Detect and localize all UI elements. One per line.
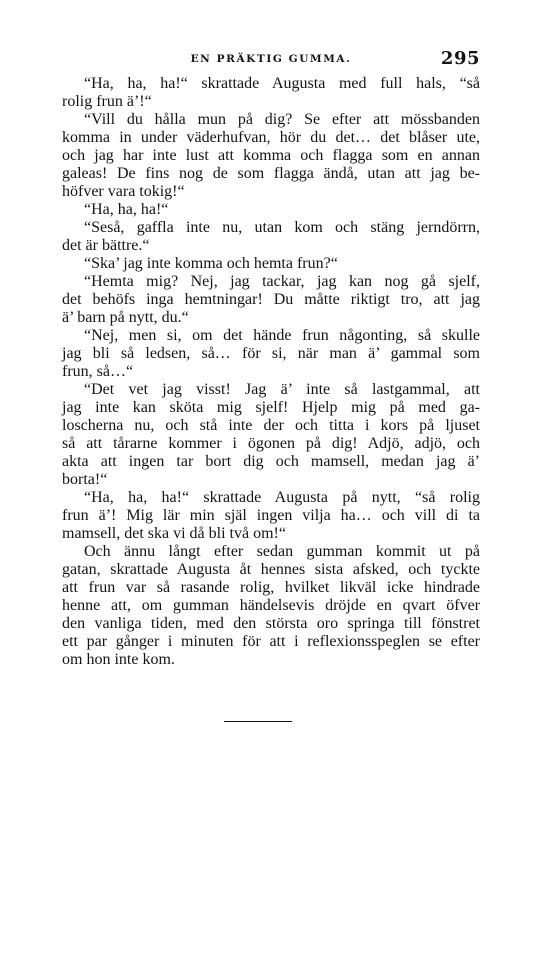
text-line: “Nej, men si, om det hände frun någonting, så skulle	[84, 327, 480, 344]
text-line: och jag har inte lust att komma och flagga som en annan	[62, 147, 480, 164]
text-line: gatan, skrattade Augusta åt hennes sista afsked, och tyckte	[62, 561, 480, 578]
text-line: komma in under väderhufvan, hör du det… det blåser ute,	[62, 129, 480, 146]
text-line: borta!“	[62, 471, 108, 488]
section-divider	[224, 721, 292, 722]
text-line: loscherna nu, och stå inte der och titta i kors på ljuset	[62, 417, 480, 434]
text-line: den vanliga tiden, med den största oro springa till fönstret	[62, 615, 480, 632]
text-line: “Det vet jag visst! Jag ä’ inte så lastgammal, att	[84, 381, 480, 398]
page-number: 295	[440, 48, 480, 69]
text-line: jag bli så ledsen, så… för si, när man ä’ gammal som	[62, 345, 480, 362]
text-line: “Vill du hålla mun på dig? Se efter att mössbanden	[84, 111, 480, 128]
text-line: akta att ingen tar bort dig och mamsell, medan jag ä’	[62, 453, 480, 470]
text-line: “Ska’ jag inte komma och hemta frun?“	[84, 255, 338, 272]
text-line: ä’ barn på nytt, du.“	[62, 309, 189, 326]
text-line: det behöfs inga hemtningar! Du måtte riktigt tro, att jag	[62, 291, 480, 308]
running-header	[62, 48, 480, 72]
text-line: frun ä’! Mig lär min själ ingen vilja ha… och vill di ta	[62, 507, 480, 524]
header-title: EN PRÄKTIG GUMMA.	[190, 53, 352, 65]
text-line: höfver vara tokig!“	[62, 183, 185, 200]
text-line: så att tårarne kommer i ögonen på dig! Adjö, adjö, och	[62, 435, 480, 452]
text-line: “Ha, ha, ha!“ skrattade Augusta på nytt, “så rolig	[84, 489, 480, 506]
text-line: “Ha, ha, ha!“ skrattade Augusta med full hals, “så	[84, 75, 480, 92]
text-line: henne att, om gumman händelsevis dröjde en qvart öfver	[62, 597, 480, 614]
body-text	[62, 75, 480, 669]
text-line: “Hemta mig? Nej, jag tackar, jag kan nog gå sjelf,	[84, 273, 480, 290]
text-line: Och ännu långt efter sedan gumman kommit ut på	[84, 543, 480, 560]
text-line: om hon inte kom.	[62, 651, 175, 668]
text-line: ett par gånger i minuten för att i reflexionsspeglen se efter	[62, 633, 480, 650]
text-line: frun, så…“	[62, 363, 134, 380]
text-line: det är bättre.“	[62, 237, 150, 254]
text-line: rolig frun ä’!“	[62, 93, 152, 110]
text-line: att frun var så rasande rolig, hvilket likväl icke hindrade	[62, 579, 480, 596]
text-line: jag inte kan sköta mig sjelf! Hjelp mig på med ga-	[62, 399, 480, 416]
text-line: “Ha, ha, ha!“	[84, 201, 169, 218]
text-line: “Seså, gaffla inte nu, utan kom och stäng jerndörrn,	[84, 219, 480, 236]
text-line: galeas! De fins nog de som flagga ändå, utan att jag be-	[62, 165, 480, 182]
text-line: mamsell, det ska vi då bli två om!“	[62, 525, 286, 542]
